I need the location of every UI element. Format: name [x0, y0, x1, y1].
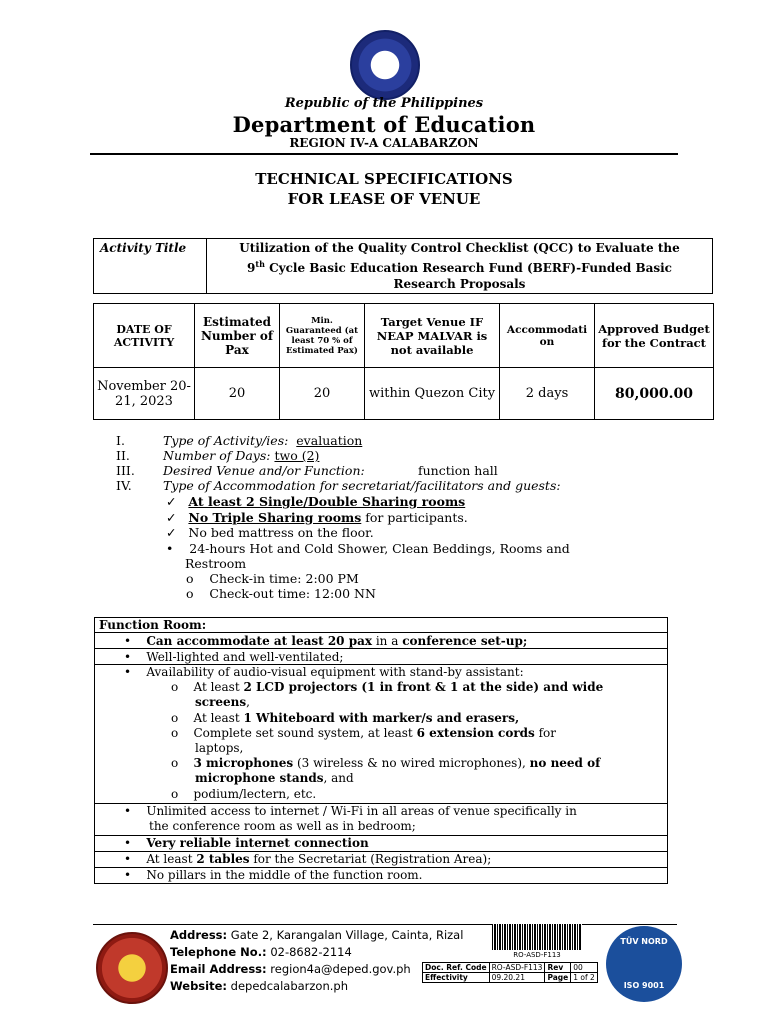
function-room-row: • Can accommodate at least 20 pax in a conference set-up; [95, 633, 668, 649]
function-room-row: • Availability of audio-visual equipment with stand-by assistant: o At least 2 LCD projectors (1 in front & 1 at the side) and wide screens, o At least 1 Whiteboard with marker/s and erasers, o Complete set sound system, at least 6 extension cords for laptops, o 3 microphones (3 wireless & no wired microphones), no need of microphone stands, and o podium/lectern, etc. [95, 665, 668, 804]
activity-title-table [93, 238, 713, 294]
doc-title-line1: TECHNICAL SPECIFICATIONS [255, 170, 513, 188]
cell-date: November 20-21, 2023 [94, 368, 195, 420]
bullet-item: • 24-hours Hot and Cold Shower, Clean Beddings, Rooms and [166, 541, 570, 556]
republic-text: Republic of the Philippines [284, 96, 484, 111]
bullet-item-cont: Restroom [185, 556, 247, 571]
header-date: DATE OF ACTIVITY [94, 304, 195, 368]
activity-title-value: Utilization of the Quality Control Checklist (QCC) to Evaluate the 9th Cycle Basic Education Research Fund (BERF)-Funded Basic Research Proposals [207, 239, 713, 294]
function-room-row: • No pillars in the middle of the function room. [95, 867, 668, 883]
footer-website: Website: depedcalabarzon.ph [170, 979, 348, 993]
check-item: ✓ No Triple Sharing rooms for participants. [166, 510, 468, 525]
header-accommodation: Accommodati on [500, 304, 595, 368]
cell-min: 20 [280, 368, 365, 420]
function-room-row: • At least 2 tables for the Secretariat (Registration Area); [95, 851, 668, 867]
cell-accommodation: 2 days [500, 368, 595, 420]
footer-divider [93, 924, 677, 925]
doc-title-line2: FOR LEASE OF VENUE [287, 190, 481, 208]
doc-ref-table: Doc. Ref. Code RO-ASD-F113 Rev 00 Effectivity 09.20.21 Page 1 of 2 [422, 962, 598, 983]
footer-email: Email Address: region4a@deped.gov.ph [170, 962, 411, 976]
barcode [492, 924, 582, 950]
check-item: ✓ No bed mattress on the floor. [166, 525, 374, 540]
cell-pax: 20 [195, 368, 280, 420]
header-min-guaranteed: Min. Guaranteed (at least 70 % of Estimated Pax) [280, 304, 365, 368]
deped-seal-logo [350, 30, 420, 100]
function-room-title: Function Room: [95, 618, 668, 633]
function-room-row: • Unlimited access to internet / Wi-Fi in all areas of venue specifically in the conference room as well as in bedroom; [95, 803, 668, 835]
function-room-table [94, 617, 668, 884]
activity-title-label: Activity Title [94, 239, 207, 294]
spec-table [93, 303, 714, 420]
header-divider [90, 153, 678, 155]
sub-item: o Check-in time: 2:00 PM [186, 571, 359, 586]
region-text: REGION IV-A CALABARZON [289, 136, 479, 150]
tuv-iso-certification-logo: TÜV NORD ISO 9001 [606, 926, 682, 1002]
region-seal-logo [96, 932, 168, 1004]
cell-venue: within Quezon City [365, 368, 500, 420]
header-budget: Approved Budget for the Contract [595, 304, 714, 368]
department-title: Department of Education [232, 112, 536, 137]
header-pax: Estimated Number of Pax [195, 304, 280, 368]
cell-budget: 80,000.00 [595, 368, 714, 420]
footer-address: Address: Gate 2, Karangalan Village, Cainta, Rizal [170, 928, 464, 942]
header-target-venue: Target Venue IF NEAP MALVAR is not available [365, 304, 500, 368]
function-room-row: • Well-lighted and well-ventilated; [95, 649, 668, 665]
function-room-row: • Very reliable internet connection [95, 835, 668, 851]
footer-phone: Telephone No.: 02-8682-2114 [170, 945, 352, 959]
check-item: ✓ At least 2 Single/Double Sharing rooms [166, 494, 466, 509]
barcode-label: RO-ASD-F113 [513, 951, 561, 959]
sub-item: o Check-out time: 12:00 NN [186, 586, 376, 601]
